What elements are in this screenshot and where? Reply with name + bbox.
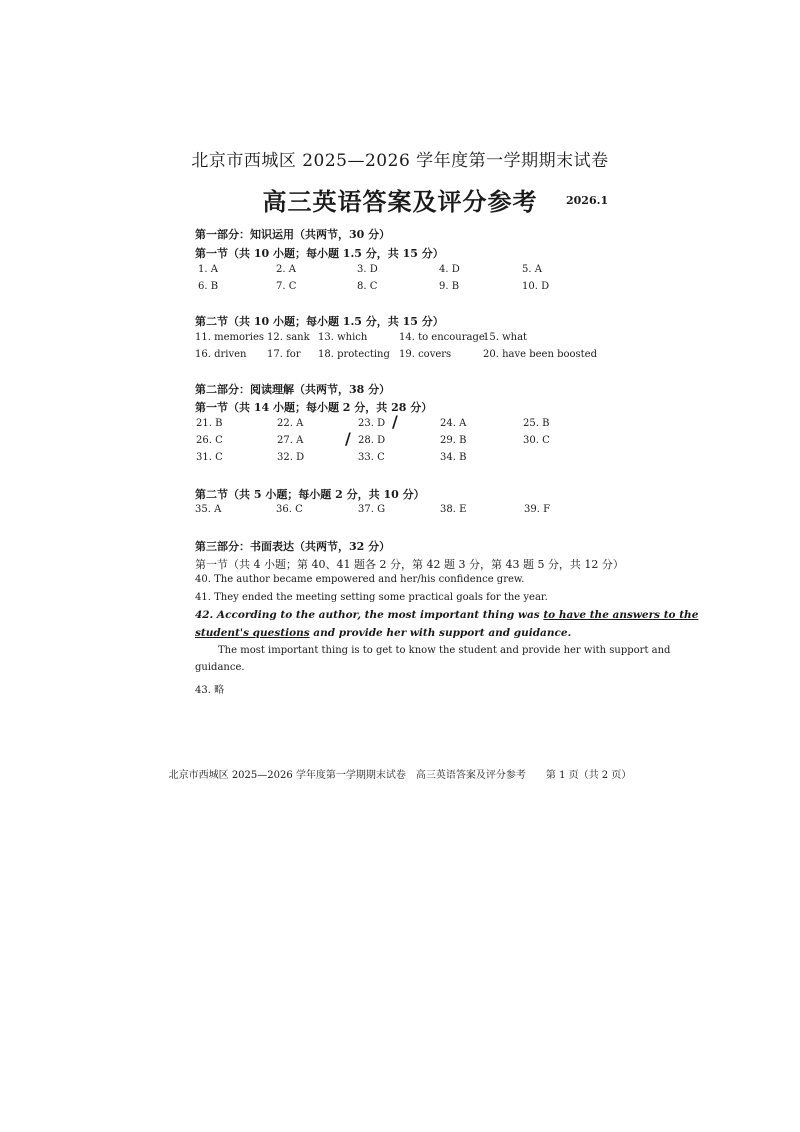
answer-40: 40. The author became empowered and her/his confidence grew. (195, 574, 525, 585)
answer-item: 19. covers (399, 349, 452, 360)
part1-section1-heading: 第一节（共 10 小题；每小题 1.5 分，共 15 分） (195, 247, 444, 260)
answer-item: 14. to encourage (399, 332, 485, 343)
answer-item: 9. B (439, 281, 460, 292)
answer-42-line1 (195, 609, 698, 621)
part2-section1-heading: 第一节（共 14 小题；每小题 2 分，共 28 分） (195, 401, 433, 414)
answer-item: 6. B (198, 281, 219, 292)
answer-item: 10. D (522, 281, 550, 292)
answer-42-underlined-b: student's questions (195, 627, 310, 639)
answer-item: 5. A (522, 264, 542, 275)
answer-item: 20. have been boosted (483, 349, 597, 360)
answer-43: 43. 略 (195, 685, 225, 696)
answer-item: 21. B (196, 418, 223, 429)
answer-item: 30. C (523, 435, 550, 446)
answer-item: 32. D (277, 452, 305, 463)
answer-item: 37. G (358, 504, 386, 515)
page-footer: 北京市西城区 2025—2026 学年度第一学期期末试卷 高三英语答案及评分参考 第 1 页（共 2 页） (168, 770, 632, 781)
answer-41: 41. They ended the meeting setting some practical goals for the year. (195, 592, 548, 603)
answer-item: 7. C (276, 281, 297, 292)
part3-section1-heading: 第一节（共 4 小题；第 40、41 题各 2 分，第 42 题 3 分，第 43 题 5 分，共 12 分） (195, 558, 624, 571)
correction-slash-mark: / (392, 412, 398, 431)
part2-section2-heading: 第二节（共 5 小题；每小题 2 分，共 10 分） (195, 488, 425, 501)
answer-item: 28. D (358, 435, 386, 446)
answer-item: 25. B (523, 418, 550, 429)
answer-42-sample-line2: guidance. (195, 662, 245, 673)
answer-item: 1. A (198, 264, 218, 275)
answer-42-line2 (195, 627, 571, 639)
answer-item: 39. F (524, 504, 551, 515)
answer-item: 29. B (440, 435, 467, 446)
answer-item: 33. C (358, 452, 385, 463)
answer-item: 16. driven (195, 349, 247, 360)
answer-42-sample-line1: The most important thing is to get to know the student and provide her with support and (218, 645, 671, 656)
answer-item: 18. protecting (318, 349, 390, 360)
part1-heading: 第一部分：知识运用（共两节，30 分） (195, 228, 391, 241)
answer-item: 3. D (357, 264, 378, 275)
answer-item: 24. A (440, 418, 467, 429)
correction-slash-mark: / (345, 429, 351, 448)
answer-42-prefix: 42. According to the author, the most important thing was (195, 609, 544, 621)
answer-42-underlined-a: to have the answers to the (543, 609, 699, 621)
answer-item: 27. A (277, 435, 304, 446)
answer-item: 15. what (483, 332, 528, 343)
answer-item: 38. E (440, 504, 467, 515)
answer-item: 8. C (357, 281, 378, 292)
answer-item: 35. A (195, 504, 222, 515)
part1-section2-heading: 第二节（共 10 小题；每小题 1.5 分，共 15 分） (195, 315, 444, 328)
answer-item: 26. C (196, 435, 223, 446)
answer-item: 36. C (276, 504, 303, 515)
page-title: 高三英语答案及评分参考 (262, 187, 538, 216)
answer-item: 12. sank (267, 332, 310, 343)
answer-item: 4. D (439, 264, 460, 275)
answer-item: 22. A (277, 418, 304, 429)
answer-item: 34. B (440, 452, 467, 463)
exam-title: 北京市西城区 2025—2026 学年度第一学期期末试卷 (191, 151, 609, 171)
answer-item: 31. C (196, 452, 223, 463)
answer-item: 11. memories (195, 332, 265, 343)
answer-item: 13. which (318, 332, 368, 343)
answer-item: 17. for (267, 349, 301, 360)
answer-42-suffix: and provide her with support and guidance. (309, 627, 572, 639)
answer-item: 23. D (358, 418, 386, 429)
exam-date: 2026.1 (566, 194, 609, 207)
part3-heading: 第三部分：书面表达（共两节，32 分） (195, 540, 391, 553)
answer-item: 2. A (276, 264, 296, 275)
part2-heading: 第二部分：阅读理解（共两节，38 分） (195, 383, 391, 396)
